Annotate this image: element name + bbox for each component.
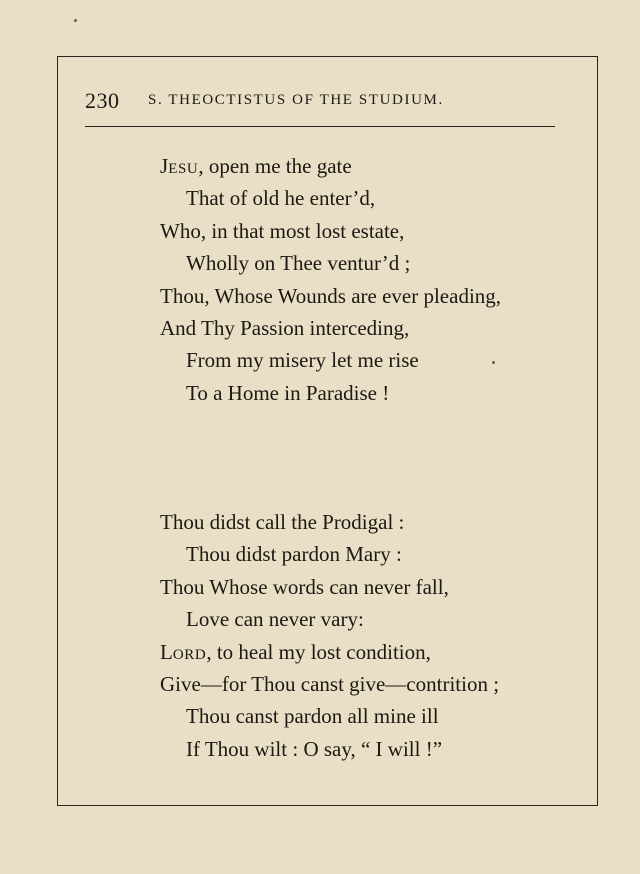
poem-line: Who, in that most lost estate, xyxy=(160,218,405,243)
page-number: 230 xyxy=(85,88,120,113)
poem-line: And Thy Passion interceding, xyxy=(160,315,410,340)
poem-line: From my misery let me rise xyxy=(186,348,419,373)
poem-line: Thou didst call the Prodigal : xyxy=(160,510,405,534)
poem-line: Love can never vary: xyxy=(186,607,364,632)
header-rule xyxy=(85,126,555,127)
poem-line: That of old he enter’d, xyxy=(186,186,376,211)
stanza-1 xyxy=(160,150,501,409)
poem-line: To a Home in Paradise ! xyxy=(186,380,390,405)
poem-line: JESU, open me the gate xyxy=(160,154,352,178)
poem-line: Give—for Thou canst give—contrition ; xyxy=(160,671,500,696)
running-title: S. THEOCTISTUS OF THE STUDIUM. xyxy=(148,92,444,108)
poem-line: LORD, to heal my lost condition, xyxy=(160,639,431,664)
paper-speck xyxy=(74,19,77,22)
poem-line: Thou, Whose Wounds are ever pleading, xyxy=(160,283,502,308)
poem-line: Thou canst pardon all mine ill xyxy=(186,704,439,729)
poem-line: Thou Whose words can never fall, xyxy=(160,574,449,599)
poem-line: Thou didst pardon Mary : xyxy=(186,542,402,567)
paper-speck xyxy=(492,361,495,364)
stanza-2 xyxy=(160,506,499,765)
page-header xyxy=(85,86,555,118)
poem-line: If Thou wilt : O say, “ I will !” xyxy=(186,736,443,761)
poem-line: Wholly on Thee ventur’d ; xyxy=(186,251,411,276)
